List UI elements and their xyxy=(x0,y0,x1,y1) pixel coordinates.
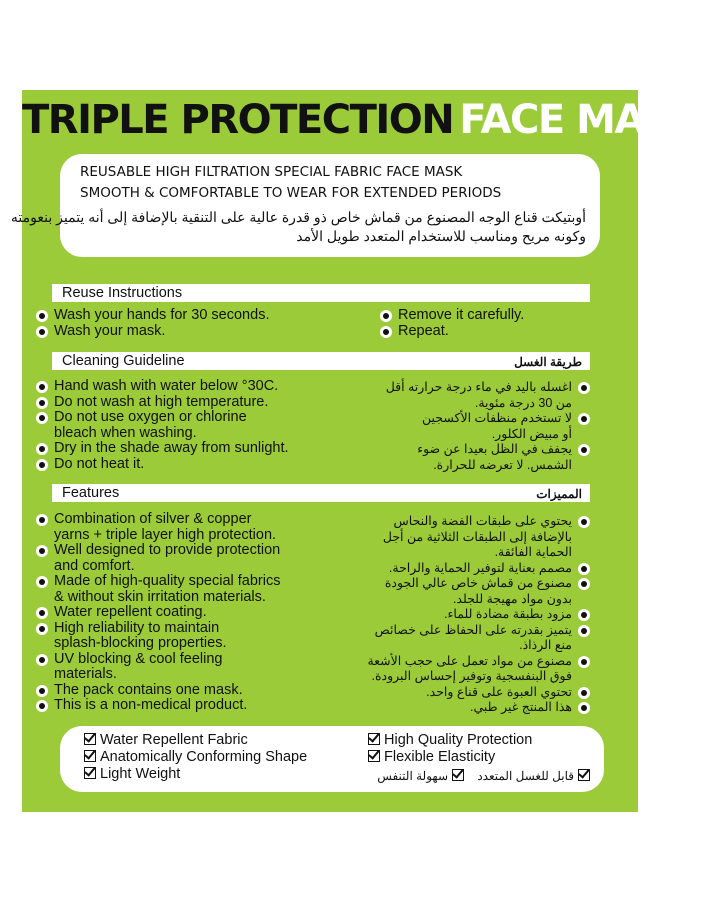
list-item: Water repellent coating. xyxy=(36,605,280,621)
list-item: Combination of silver & copper yarns + triple layer high protection. xyxy=(36,512,280,543)
bullet-icon xyxy=(36,700,48,712)
list-item: This is a non-medical product. xyxy=(36,698,280,714)
reuse-list-right xyxy=(380,308,524,339)
cleaning-list-ar xyxy=(386,380,590,473)
badge-flexible-elasticity: Flexible Elasticity xyxy=(368,749,495,766)
checkbox-icon xyxy=(578,769,590,781)
list-item: لا تستخدم منظفات الأكسجين أو مبيض الكلور. xyxy=(386,411,590,442)
list-item: مصنوع من مواد تعمل على حجب الأشعة فوق البنفسجية وتوفير إحساس البرودة. xyxy=(367,654,590,685)
bullet-icon xyxy=(36,576,48,588)
bullet-icon xyxy=(36,607,48,619)
list-item: The pack contains one mask. xyxy=(36,683,280,699)
bullet-icon xyxy=(578,516,590,528)
features-heading: Features xyxy=(62,485,120,501)
bullet-icon xyxy=(36,310,48,322)
bullet-icon xyxy=(578,625,590,637)
intro-box xyxy=(10,154,600,257)
reuse-list-left xyxy=(36,308,269,339)
list-item: يجفف في الظل بعيدا عن ضوء الشمس. لا تعرضه للحرارة. xyxy=(386,442,590,473)
list-item: تحتوي العبوة على قناع واحد. xyxy=(367,685,590,701)
bullet-icon xyxy=(36,623,48,635)
intro-en-line-1: REUSABLE HIGH FILTRATION SPECIAL FABRIC FACE MASK xyxy=(80,164,463,180)
cleaning-list-en xyxy=(36,379,289,472)
product-info-panel xyxy=(10,90,701,812)
bullet-icon xyxy=(36,545,48,557)
intro-en-line-2: SMOOTH & COMFORTABLE TO WEAR FOR EXTENDED PERIODS xyxy=(80,185,502,201)
bullet-icon xyxy=(36,654,48,666)
bullet-icon xyxy=(36,381,48,393)
bullet-icon xyxy=(380,326,392,338)
checkbox-icon xyxy=(368,750,380,762)
list-item: UV blocking & cool feeling materials. xyxy=(36,652,280,683)
features-heading-ar: المميزات xyxy=(536,487,582,501)
bullet-icon xyxy=(36,397,48,409)
features-heading-bar xyxy=(52,484,590,502)
list-item: Do not use oxygen or chlorine bleach when washing. xyxy=(36,410,289,441)
list-item: Hand wash with water below °30C. xyxy=(36,379,289,395)
main-title xyxy=(22,97,701,143)
bullet-icon xyxy=(36,412,48,424)
list-item: يتميز بقدرته على الحفاظ على خصائص منع الرذاذ. xyxy=(367,623,590,654)
checkbox-icon xyxy=(368,733,380,745)
list-item: مصمم بعناية لتوفير الحماية والراحة. xyxy=(367,561,590,577)
list-item: Do not heat it. xyxy=(36,457,289,473)
bullet-icon xyxy=(578,444,590,456)
list-item: Wash your mask. xyxy=(36,324,269,340)
badge-reusable-ar: قابل للغسل المتعدد xyxy=(477,768,590,785)
badge-breathable-ar: سهولة التنفس xyxy=(377,768,464,785)
bullet-icon xyxy=(578,413,590,425)
list-item: يحتوي على طبقات الفضة والنحاس بالإضافة إلى الطبقات الثلاثية من أجل الحماية الفائقة. xyxy=(367,514,590,561)
list-item: Dry in the shade away from sunlight. xyxy=(36,441,289,457)
bullet-icon xyxy=(36,326,48,338)
list-item: Well designed to provide protection and comfort. xyxy=(36,543,280,574)
bullet-icon xyxy=(36,443,48,455)
title-part-1: TRIPLE PROTECTION xyxy=(22,97,454,143)
feature-badges-box xyxy=(60,726,604,792)
checkbox-icon xyxy=(84,767,96,779)
bullet-icon xyxy=(578,563,590,575)
bullet-icon xyxy=(578,687,590,699)
list-item: هذا المنتج غير طبي. xyxy=(367,700,590,716)
checkbox-icon xyxy=(452,769,464,781)
bullet-icon xyxy=(578,656,590,668)
bullet-icon xyxy=(36,685,48,697)
list-item: Do not wash at high temperature. xyxy=(36,395,289,411)
bullet-icon xyxy=(36,514,48,526)
features-list-ar xyxy=(367,514,590,716)
reuse-heading-bar xyxy=(52,284,590,302)
bullet-icon xyxy=(578,609,590,621)
bullet-icon xyxy=(380,310,392,322)
bullet-icon xyxy=(36,459,48,471)
features-list-en xyxy=(36,512,280,714)
bullet-icon xyxy=(578,702,590,714)
cleaning-heading-ar: طريقة الغسل xyxy=(514,355,582,369)
checkbox-icon xyxy=(84,750,96,762)
bullet-icon xyxy=(578,578,590,590)
list-item: مزود بطبقة مضادة للماء. xyxy=(367,607,590,623)
list-item: Wash your hands for 30 seconds. xyxy=(36,308,269,324)
cleaning-heading-bar xyxy=(52,352,590,370)
list-item: اغسله باليد في ماء درجة حرارته أقل من 30 درجة مئوية. xyxy=(386,380,590,411)
cleaning-heading: Cleaning Guideline xyxy=(62,353,185,369)
list-item: High reliability to maintain splash-blocking properties. xyxy=(36,621,280,652)
badge-water-repellent: Water Repellent Fabric xyxy=(84,732,248,749)
bullet-icon xyxy=(578,382,590,394)
list-item: Remove it carefully. xyxy=(380,308,524,324)
title-part-2: FACE MASK xyxy=(459,97,701,143)
list-item: Repeat. xyxy=(380,324,524,340)
list-item: Made of high-quality special fabrics & without skin irritation materials. xyxy=(36,574,280,605)
reuse-heading: Reuse Instructions xyxy=(62,285,183,301)
list-item: مصنوع من قماش خاص عالي الجودة بدون مواد مهيجة للجلد. xyxy=(367,576,590,607)
badge-light-weight: Light Weight xyxy=(84,766,180,783)
checkbox-icon xyxy=(84,733,96,745)
intro-ar-line-2: وكونه مريح ومناسب للاستخدام المتعدد طويل الأمد xyxy=(296,228,586,244)
badge-high-quality: High Quality Protection xyxy=(368,732,532,749)
badge-anatomical-shape: Anatomically Conforming Shape xyxy=(84,749,307,766)
intro-ar-line-1: أوبتيكت قناع الوجه المصنوع من قماش خاص ذو قدرة عالية على التنقية بالإضافة إلى أنه يتميز بنعومته xyxy=(10,209,586,225)
